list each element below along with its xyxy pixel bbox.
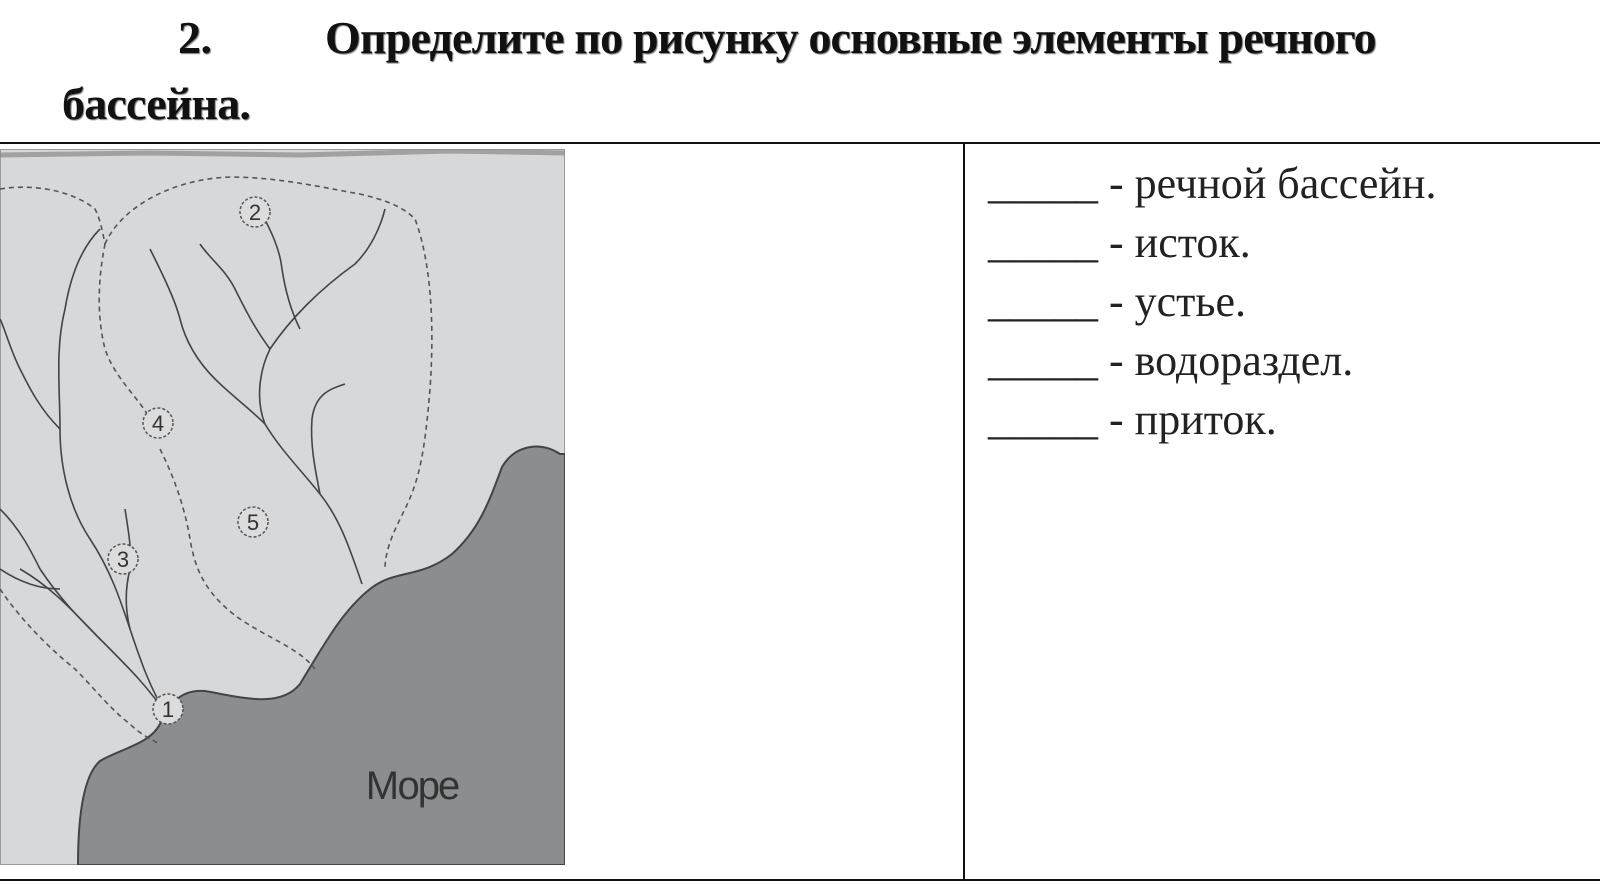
- task-table: [0, 142, 1600, 881]
- answer-tributary: _____ - приток.: [988, 395, 1277, 444]
- svg-text:1: 1: [161, 697, 175, 722]
- task-text-line1: Определите по рисунку основные элементы речного: [325, 12, 1376, 63]
- answer-list: [988, 154, 1436, 449]
- sea-label: Море: [365, 764, 459, 808]
- marker-5: [238, 507, 268, 537]
- river-basin-map: [0, 149, 565, 865]
- task-heading: [0, 0, 1600, 140]
- marker-3: [108, 544, 138, 574]
- figure-cell: [0, 144, 965, 879]
- answer-source: _____ - исток.: [988, 218, 1251, 267]
- answers-cell: [966, 144, 1600, 879]
- marker-4: [143, 408, 173, 438]
- marker-2: [240, 197, 270, 227]
- task-text-line2: бассейна.: [62, 78, 251, 129]
- answer-watershed: _____ - водораздел.: [988, 336, 1354, 385]
- svg-text:4: 4: [151, 411, 165, 436]
- marker-1: [153, 694, 183, 724]
- answer-river-basin: _____ - речной бассейн.: [988, 159, 1437, 208]
- svg-text:2: 2: [248, 200, 262, 225]
- answer-mouth: _____ - устье.: [988, 277, 1247, 326]
- task-number: 2.: [178, 12, 212, 63]
- svg-text:3: 3: [116, 547, 130, 572]
- svg-text:5: 5: [246, 510, 260, 535]
